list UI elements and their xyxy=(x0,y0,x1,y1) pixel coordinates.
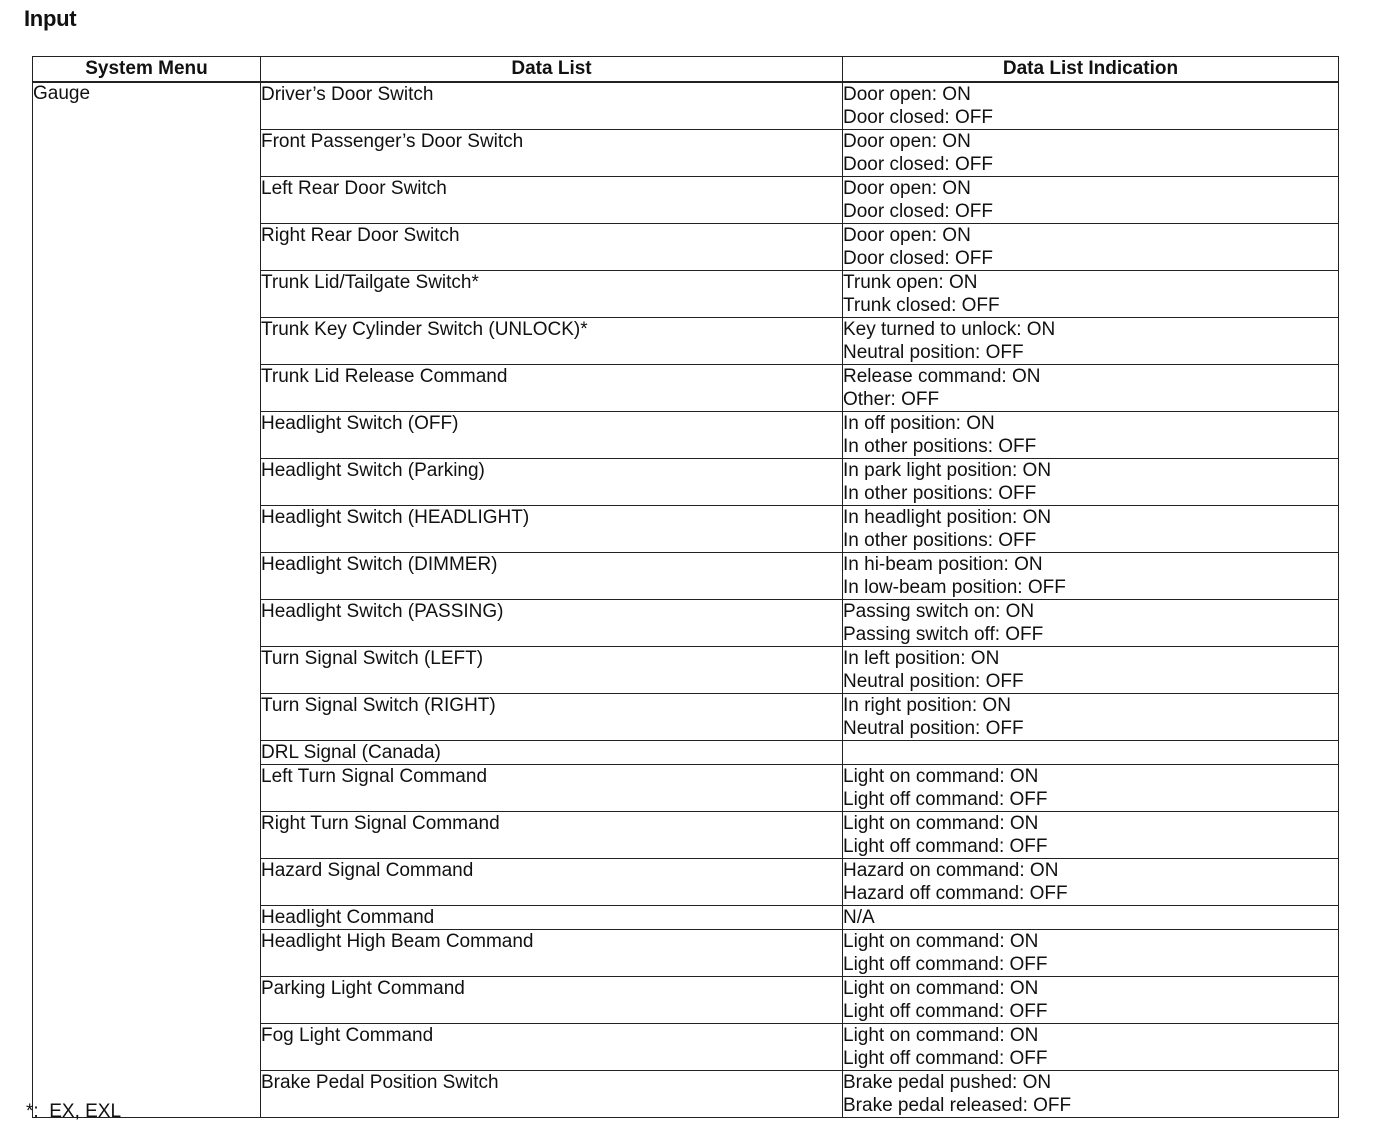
data-list-indication xyxy=(843,553,1339,600)
indication-on-state: In off position: ON xyxy=(843,413,995,434)
indication-on-state: Release command: ON xyxy=(843,366,1041,387)
data-list-indication xyxy=(843,177,1339,224)
indication-off-state: Neutral position: OFF xyxy=(843,671,1024,692)
data-list-indication xyxy=(843,765,1339,812)
indication-off-state: Light off command: OFF xyxy=(843,1001,1048,1022)
data-list-item: Right Turn Signal Command xyxy=(261,812,843,859)
indication-off-state: Neutral position: OFF xyxy=(843,718,1024,739)
data-list-item: Turn Signal Switch (RIGHT) xyxy=(261,694,843,741)
data-list-item: Brake Pedal Position Switch xyxy=(261,1071,843,1118)
indication-on-state: Door open: ON xyxy=(843,225,971,246)
indication-off-state: In low-beam position: OFF xyxy=(843,577,1066,598)
data-list-indication xyxy=(843,906,1339,930)
data-list-item: Left Rear Door Switch xyxy=(261,177,843,224)
data-list-item: Trunk Lid Release Command xyxy=(261,365,843,412)
data-list-item: Right Rear Door Switch xyxy=(261,224,843,271)
indication-off-state: Neutral position: OFF xyxy=(843,342,1024,363)
indication-off-state: Light off command: OFF xyxy=(843,1048,1048,1069)
system-menu-header: System Menu xyxy=(33,57,261,83)
data-list-item: Fog Light Command xyxy=(261,1024,843,1071)
data-list-item: Headlight High Beam Command xyxy=(261,930,843,977)
table-header-row xyxy=(33,57,1339,83)
indication-on-state: Door open: ON xyxy=(843,178,971,199)
data-list-indication xyxy=(843,506,1339,553)
data-list-indication-header: Data List Indication xyxy=(843,57,1339,83)
data-list-indication xyxy=(843,694,1339,741)
indication-off-state: Door closed: OFF xyxy=(843,154,993,175)
indication-off-state: Light off command: OFF xyxy=(843,836,1048,857)
indication-on-state: Key turned to unlock: ON xyxy=(843,319,1056,340)
indication-off-state: In other positions: OFF xyxy=(843,483,1037,504)
indication-on-state: In left position: ON xyxy=(843,648,1000,669)
data-list-item: DRL Signal (Canada) xyxy=(261,741,843,765)
indication-on-state: N/A xyxy=(843,907,875,928)
data-list-indication xyxy=(843,224,1339,271)
indication-on-state: Passing switch on: ON xyxy=(843,601,1035,622)
indication-on-state: In hi-beam position: ON xyxy=(843,554,1043,575)
data-list-indication xyxy=(843,459,1339,506)
data-list-item: Front Passenger’s Door Switch xyxy=(261,130,843,177)
indication-off-state: Hazard off command: OFF xyxy=(843,883,1068,904)
page-title: Input xyxy=(24,6,77,31)
data-list-item: Headlight Switch (Parking) xyxy=(261,459,843,506)
data-list-item: Headlight Switch (DIMMER) xyxy=(261,553,843,600)
indication-on-state: Brake pedal pushed: ON xyxy=(843,1072,1052,1093)
table-body xyxy=(33,82,1339,1118)
data-list-item: Driver’s Door Switch xyxy=(261,82,843,130)
indication-off-state: Other: OFF xyxy=(843,389,940,410)
data-list-item: Trunk Lid/Tailgate Switch* xyxy=(261,271,843,318)
indication-on-state: Light on command: ON xyxy=(843,766,1039,787)
indication-on-state: Door open: ON xyxy=(843,131,971,152)
data-list-indication xyxy=(843,600,1339,647)
system-menu-cell: Gauge xyxy=(33,82,261,1118)
indication-off-state: Door closed: OFF xyxy=(843,248,993,269)
data-list-table xyxy=(32,56,1339,1118)
data-list-indication xyxy=(843,1071,1339,1118)
footnote: *: EX, EXL xyxy=(26,1101,122,1122)
data-list-item: Left Turn Signal Command xyxy=(261,765,843,812)
indication-on-state: Light on command: ON xyxy=(843,813,1039,834)
indication-on-state: In right position: ON xyxy=(843,695,1011,716)
data-list-indication xyxy=(843,365,1339,412)
data-list-indication xyxy=(843,1024,1339,1071)
data-list-indication xyxy=(843,130,1339,177)
indication-on-state: In headlight position: ON xyxy=(843,507,1052,528)
indication-off-state: Brake pedal released: OFF xyxy=(843,1095,1072,1116)
indication-off-state: Door closed: OFF xyxy=(843,201,993,222)
indication-on-state: Hazard on command: ON xyxy=(843,860,1059,881)
data-list-item: Turn Signal Switch (LEFT) xyxy=(261,647,843,694)
data-list-item: Headlight Switch (PASSING) xyxy=(261,600,843,647)
data-list-item: Trunk Key Cylinder Switch (UNLOCK)* xyxy=(261,318,843,365)
data-list-indication xyxy=(843,812,1339,859)
data-list-header: Data List xyxy=(261,57,843,83)
indication-on-state: Door open: ON xyxy=(843,84,971,105)
indication-off-state: Passing switch off: OFF xyxy=(843,624,1044,645)
indication-off-state: Trunk closed: OFF xyxy=(843,295,1000,316)
data-list-indication xyxy=(843,271,1339,318)
data-list-indication xyxy=(843,82,1339,130)
data-list-indication xyxy=(843,318,1339,365)
indication-on-state: Light on command: ON xyxy=(843,931,1039,952)
indication-off-state: Light off command: OFF xyxy=(843,789,1048,810)
data-list-item: Headlight Switch (OFF) xyxy=(261,412,843,459)
indication-off-state: Light off command: OFF xyxy=(843,954,1048,975)
indication-off-state: In other positions: OFF xyxy=(843,530,1037,551)
data-list-item: Parking Light Command xyxy=(261,977,843,1024)
data-list-item: Headlight Switch (HEADLIGHT) xyxy=(261,506,843,553)
indication-on-state: Trunk open: ON xyxy=(843,272,978,293)
indication-off-state: Door closed: OFF xyxy=(843,107,993,128)
data-list-indication xyxy=(843,647,1339,694)
indication-off-state: In other positions: OFF xyxy=(843,436,1037,457)
data-list-item: Headlight Command xyxy=(261,906,843,930)
data-list-indication xyxy=(843,930,1339,977)
data-list-item: Hazard Signal Command xyxy=(261,859,843,906)
indication-on-state: In park light position: ON xyxy=(843,460,1052,481)
data-list-indication xyxy=(843,859,1339,906)
indication-on-state: Light on command: ON xyxy=(843,1025,1039,1046)
data-list-indication xyxy=(843,412,1339,459)
indication-on-state: Light on command: ON xyxy=(843,978,1039,999)
table-row xyxy=(33,82,1339,130)
data-list-indication xyxy=(843,741,1339,765)
data-list-indication xyxy=(843,977,1339,1024)
